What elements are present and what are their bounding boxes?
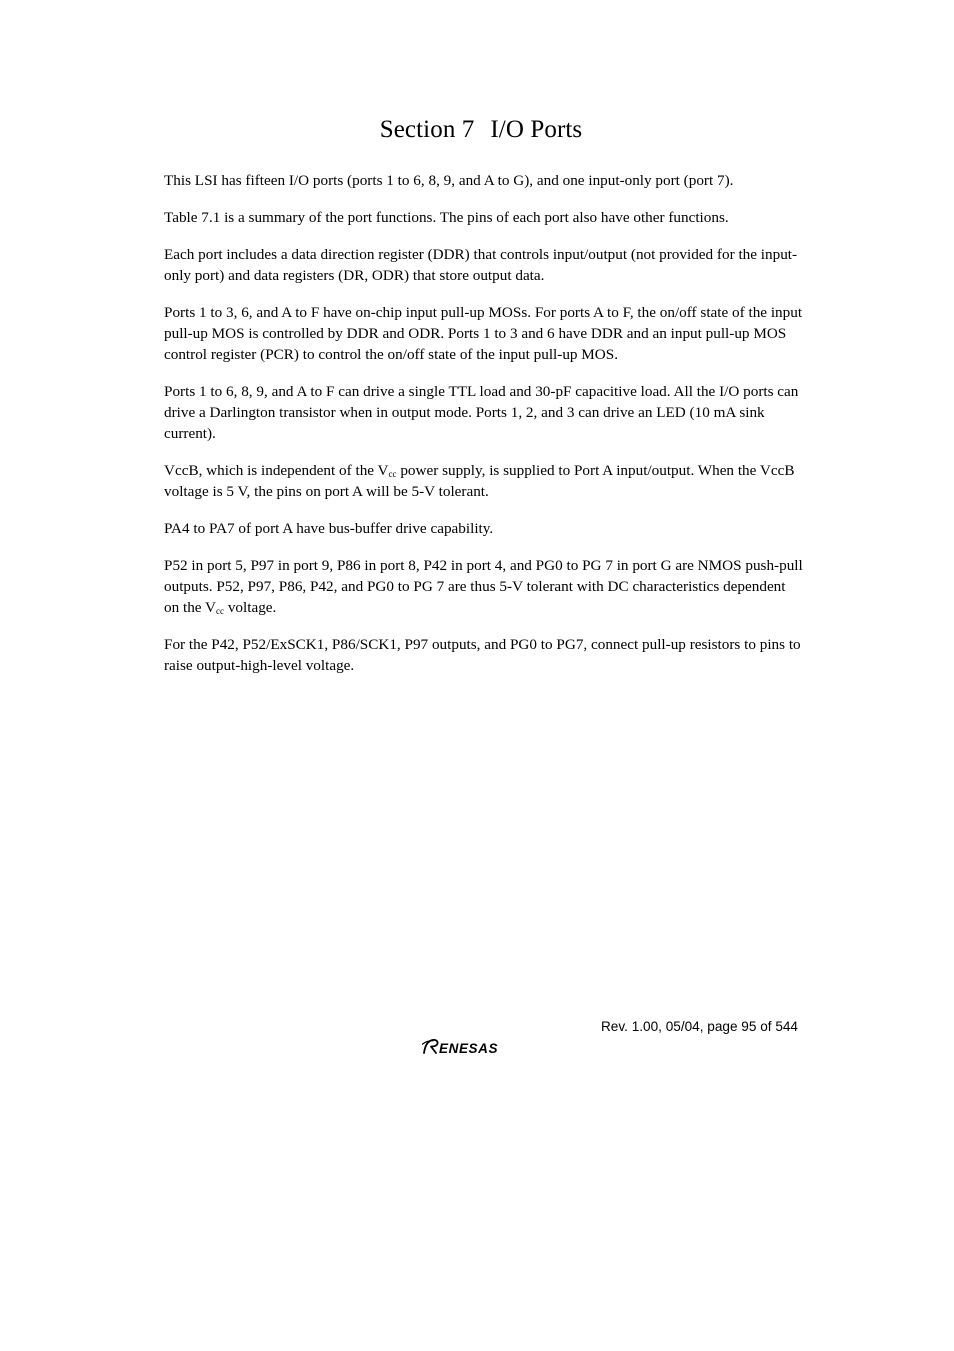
paragraph-1: This LSI has fifteen I/O ports (ports 1 to 6, 8, 9, and A to G), and one input-only port (port 7). <box>164 172 734 189</box>
paragraph-2: Table 7.1 is a summary of the port functions. The pins of each port also have other functions. <box>164 209 729 226</box>
page-footer-revision: Rev. 1.00, 05/04, page 95 of 544 <box>600 1019 798 1034</box>
paragraph-4: Ports 1 to 3, 6, and A to F have on-chip input pull-up MOSs. For ports A to F, the on/off state of the input pull-up MOS is controlled by DDR and ODR. Ports 1 to 3 and 6 have DDR and an input pull-up MOS control register (PCR) to control the on/off state of the input pull-up MOS. <box>164 304 803 363</box>
body-text <box>164 170 804 692</box>
section-name: I/O Ports <box>490 116 583 143</box>
paragraph-6: VccB, which is independent of the $V_{cc}$ power supply, is supplied to Port A input/output. When the VccB voltage is 5 V, the pins on port A will be 5-V tolerant. <box>164 462 795 500</box>
paragraph-9: For the P42, P52/ExSCK1, P86/SCK1, P97 outputs, and PG0 to PG7, connect pull-up resistors to pins to raise output-high-level voltage. <box>164 636 801 674</box>
paragraph-3: Each port includes a data direction register (DDR) that controls input/output (not provided for the input-only port) and data registers (DR, ODR) that store output data. <box>164 246 798 284</box>
renesas-logo <box>422 1036 542 1056</box>
section-number: Section 7 <box>379 116 475 143</box>
page-title <box>0 114 954 146</box>
paragraph-5: Ports 1 to 6, 8, 9, and A to F can drive a single TTL load and 30-pF capacitive load. All the I/O ports can drive a Darlington transistor when in output mode. Ports 1, 2, and 3 can drive an LED (10 mA sink current). <box>164 383 799 442</box>
paragraph-7: PA4 to PA7 of port A have bus-buffer drive capability. <box>164 520 494 537</box>
svg-text:ENESAS: ENESAS <box>439 1041 499 1056</box>
paragraph-8: P52 in port 5, P97 in port 9, P86 in port 8, P42 in port 4, and PG0 to PG 7 in port G are NMOS push-pull outputs. P52, P97, P86, P42, and PG0 to PG 7 are thus 5-V tolerant with DC characteristics dependent on the $V_{cc}$ voltage. <box>164 557 803 616</box>
vcc-subscript: cc <box>388 469 397 479</box>
vcc-subscript: cc <box>216 606 225 616</box>
